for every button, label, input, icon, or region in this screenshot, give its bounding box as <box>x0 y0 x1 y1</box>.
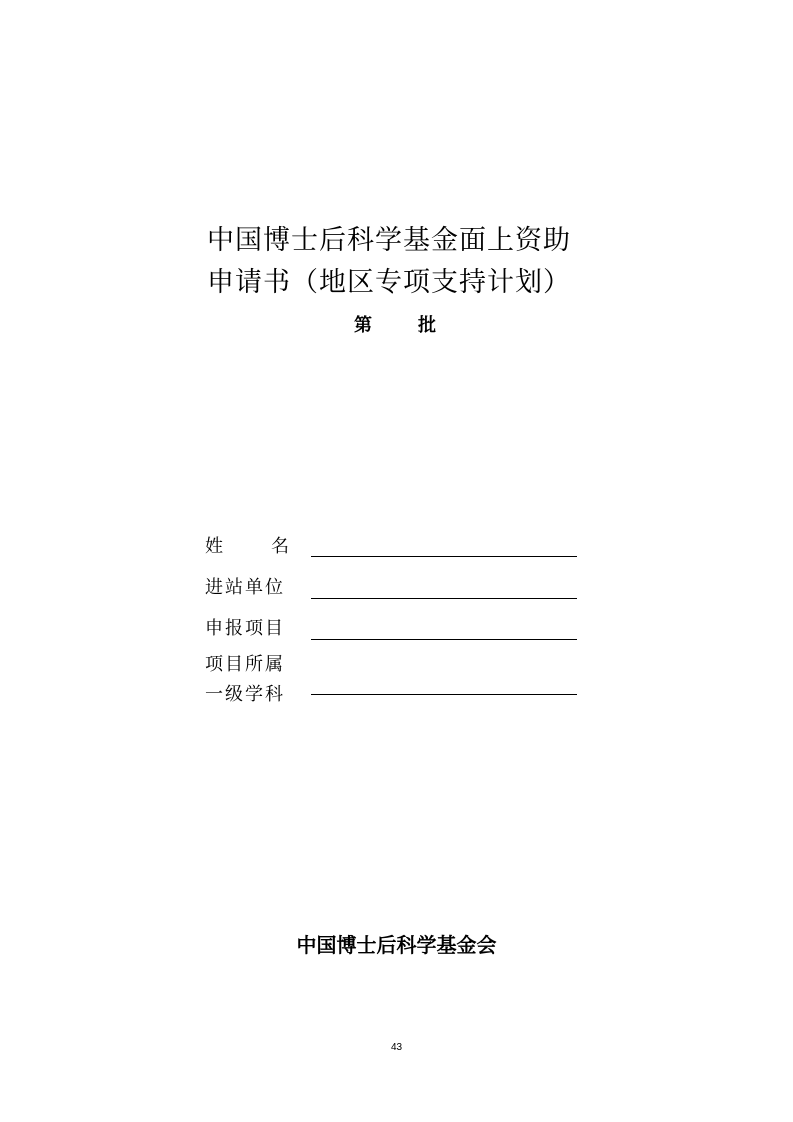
discipline-label-line-1: 项目所属 <box>205 654 285 675</box>
station-label: 进站单位 <box>205 577 285 598</box>
page-number: 43 <box>390 1042 403 1053</box>
project-label: 申报项目 <box>205 618 285 639</box>
name-label-char-1: 姓 <box>205 536 223 557</box>
name-label-char-2: 名 <box>271 536 289 557</box>
title-line-1: 中国博士后科学基金面上资助 <box>207 225 571 256</box>
name-underline[interactable] <box>311 556 577 557</box>
station-underline[interactable] <box>311 598 577 599</box>
organization-name: 中国博士后科学基金会 <box>296 933 497 957</box>
batch-line <box>0 312 793 340</box>
project-underline[interactable] <box>311 639 577 640</box>
batch-prefix: 第 <box>354 315 372 336</box>
batch-suffix: 批 <box>418 315 436 336</box>
name-label <box>205 534 289 560</box>
discipline-underline[interactable] <box>311 694 577 695</box>
title-line-2: 申请书（地区专项支持计划） <box>207 267 571 298</box>
discipline-label-line-2: 一级学科 <box>205 684 285 705</box>
